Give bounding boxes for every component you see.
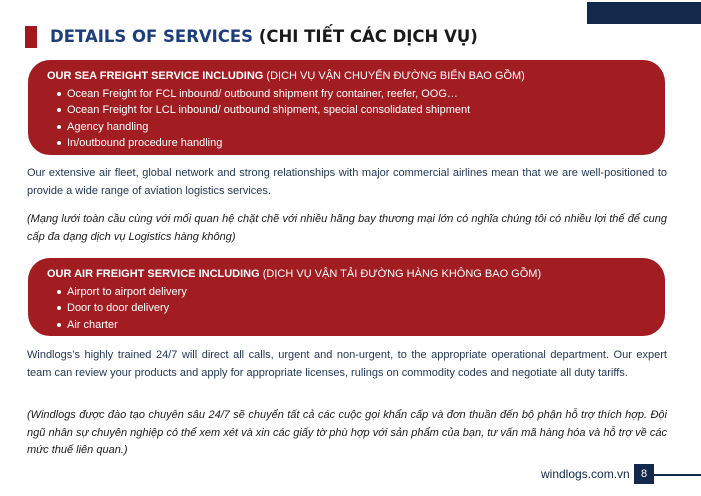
page-title [50, 26, 478, 48]
bullet-icon [57, 92, 61, 96]
footer-divider [654, 474, 701, 476]
bullet-icon [57, 108, 61, 112]
list-item-text: Agency handling [67, 120, 149, 133]
page-title-en: DETAILS OF SERVICES [50, 27, 254, 46]
list-item [57, 119, 653, 135]
air-freight-panel [28, 258, 665, 336]
list-item-text: Ocean Freight for LCL inbound/ outbound shipment, special consolidated shipment [67, 104, 471, 117]
list-item-text: Air charter [67, 318, 118, 331]
list-item-text: Ocean Freight for FCL inbound/ outbound shipment fry container, reefer, OOG… [67, 88, 458, 100]
sea-freight-heading-en: OUR SEA FREIGHT SERVICE INCLUDING [47, 70, 264, 82]
bullet-icon [57, 141, 61, 145]
list-item-text: In/outbound procedure handling [67, 136, 223, 149]
bullet-icon [57, 125, 61, 129]
list-item-text: Airport to airport delivery [67, 286, 187, 298]
air-freight-heading-en: OUR AIR FREIGHT SERVICE INCLUDING [47, 268, 260, 280]
list-item-text: Door to door delivery [67, 302, 170, 315]
list-item [57, 102, 653, 118]
list-item [57, 300, 653, 316]
page-title-vi: (CHI TIẾT CÁC DỊCH VỤ) [258, 27, 478, 46]
sea-freight-heading-vi: (DỊCH VỤ VẬN CHUYỂN ĐƯỜNG BIỂN BAO GỒM) [266, 70, 525, 82]
list-item [57, 135, 653, 151]
footer-website: windlogs.com.vn [541, 467, 630, 481]
windlogs-service-paragraph-vi: (Windlogs được đào tạo chuyên sâu 24/7 sẽ chuyển tất cả các cuộc gọi khẩn cấp và đơn thuần đến bộ phận hỗ trợ thích hợp. Đội ngũ nhân sự chuyên nghiệp có thể xem xét và xin các giấy tờ phù hợp với sản phẩm của bạn, tư vấn mã hàng hóa và hỗ trợ về các mức thuế liên quan.) [27, 409, 667, 456]
list-item [57, 284, 653, 300]
sea-freight-heading [47, 69, 653, 84]
air-intro-paragraph: Our extensive air fleet, global network and strong relationships with major commercial airlines mean that we are well-positioned to provide a wide range of aviation logistics services. [27, 167, 667, 197]
corner-decoration-bar [587, 2, 701, 24]
air-freight-heading-vi: (DỊCH VỤ VẬN TẢI ĐƯỜNG HÀNG KHÔNG BAO GỒM) [262, 268, 542, 280]
page-number: 8 [634, 464, 654, 484]
bullet-icon [57, 306, 61, 310]
air-freight-list [47, 284, 653, 333]
bullet-icon [57, 323, 61, 327]
sea-freight-list [47, 86, 653, 151]
list-item [57, 317, 653, 333]
windlogs-service-paragraph: Windlogs’s highly trained 24/7 will direct all calls, urgent and non-urgent, to the appropriate operational department. Our expert team can review your products and apply for appropriate licenses, rulings on commodity codes and negotiate all duty tariffs. [27, 349, 667, 379]
bullet-icon [57, 290, 61, 294]
sea-freight-panel [28, 60, 665, 155]
air-freight-heading [47, 267, 653, 282]
title-marker [25, 26, 37, 48]
list-item [57, 86, 653, 102]
air-intro-paragraph-vi: (Mạng lưới toàn cầu cùng với mối quan hệ chặt chẽ với nhiều hãng bay thương mại lớn có nghĩa chúng tôi có nhiều lợi thế để cung cấp đa dạng dịch vụ Logistics hàng không) [27, 213, 667, 243]
